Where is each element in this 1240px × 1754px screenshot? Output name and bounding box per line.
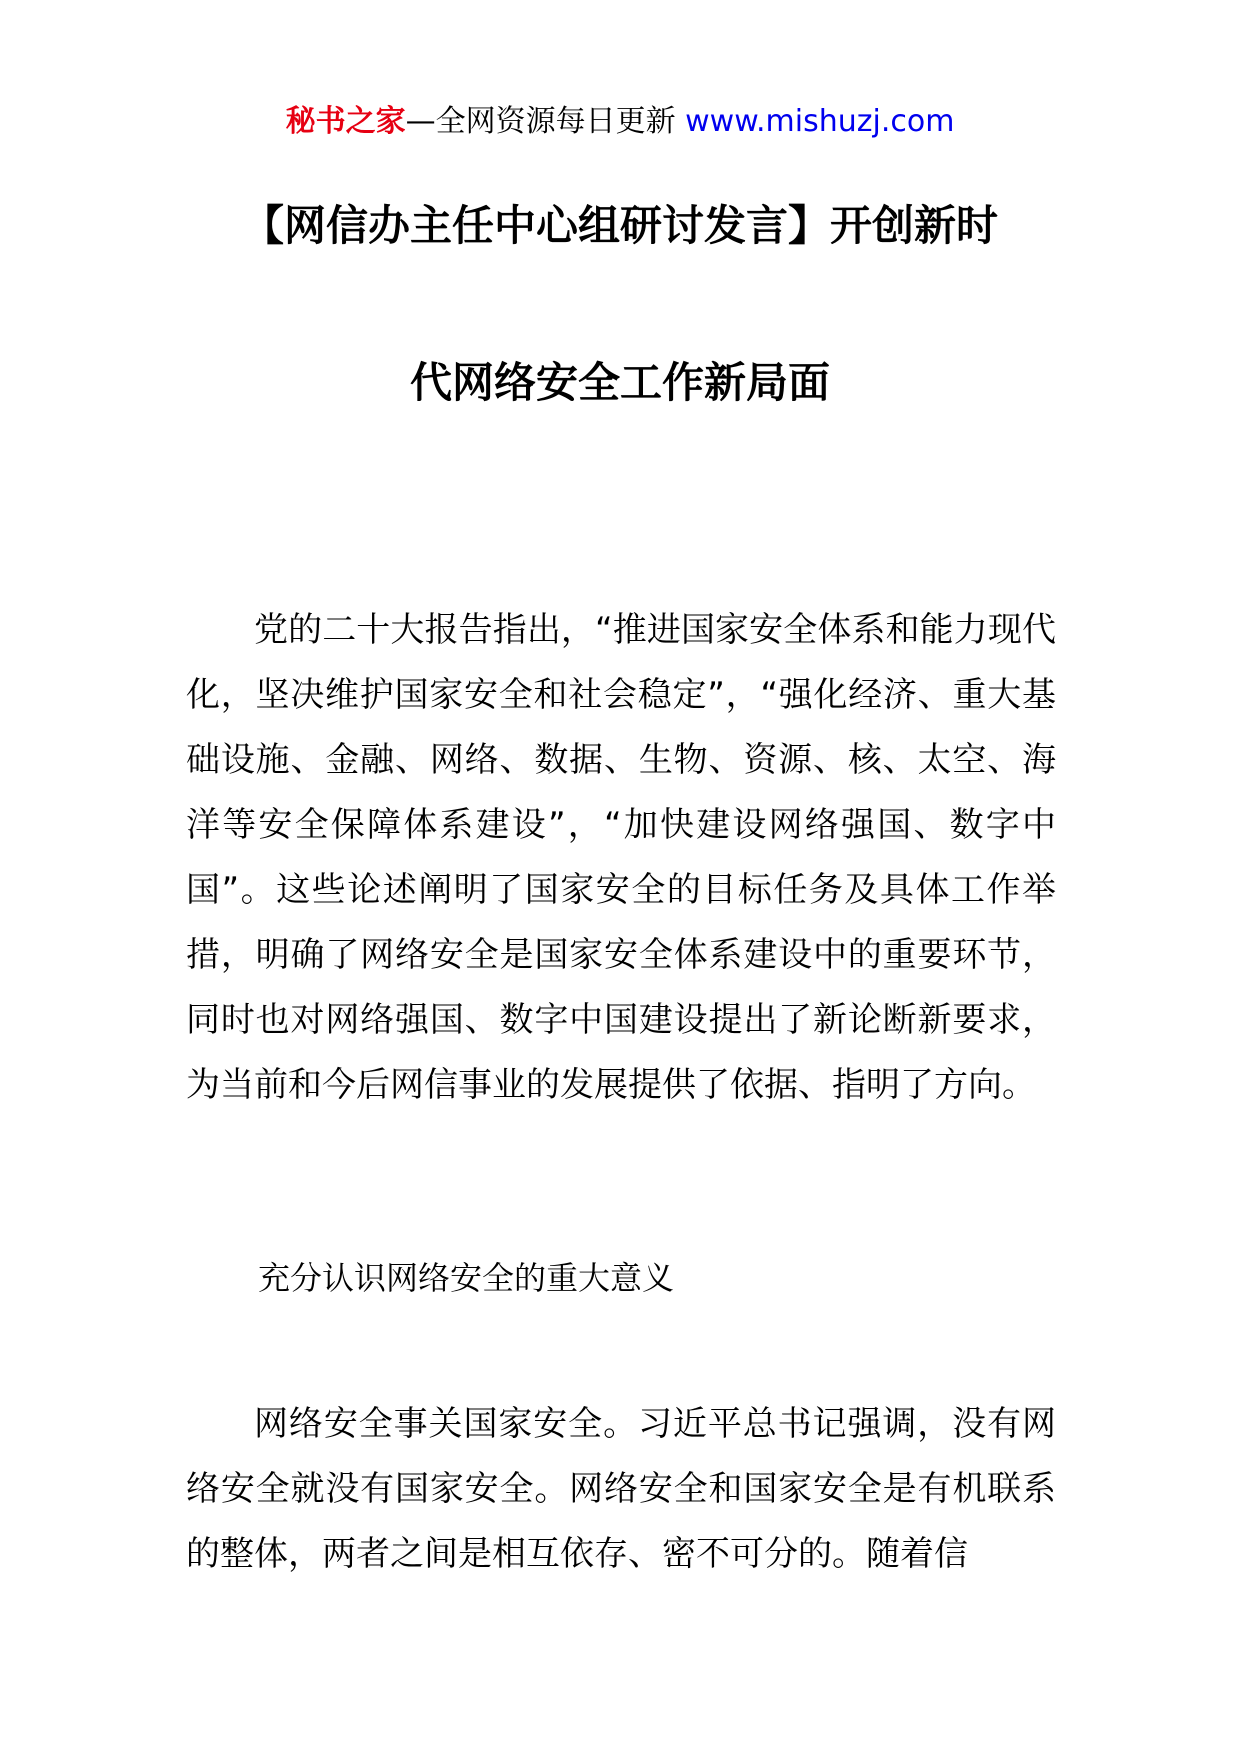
site-header <box>0 100 1240 144</box>
site-brand: 秘书之家 <box>285 104 406 139</box>
site-tagline: —全网资源每日更新 <box>405 104 686 139</box>
section-heading: 充分认识网络安全的重大意义 <box>258 1259 675 1297</box>
site-url-link[interactable]: www.mishuzj.com <box>685 104 955 139</box>
document-title-line-2: 代网络安全工作新局面 <box>409 358 830 407</box>
body-paragraph-2: 网络安全事关国家安全。习近平总书记强调，没有网络安全就没有国家安全。网络安全和国家安全是有机联系的整体，两者之间是相互依存、密不可分的。随着信 <box>186 1404 1056 1574</box>
document-title-line-1: 【网信办主任中心组研讨发言】开创新时 <box>241 201 998 250</box>
body-paragraph-1: 党的二十大报告指出，“推进国家安全体系和能力现代化，坚决维护国家安全和社会稳定”，“强化经济、重大基础设施、金融、网络、数据、生物、资源、核、太空、海洋等安全保障体系建设”，“加快建设网络强国、数字中国”。这些论述阐明了国家安全的目标任务及具体工作举措，明确了网络安全是国家安全体系建设中的重要环节，同时也对网络强国、数字中国建设提出了新论断新要求，为当前和今后网信事业的发展提供了依据、指明了方向。 <box>186 610 1056 1105</box>
